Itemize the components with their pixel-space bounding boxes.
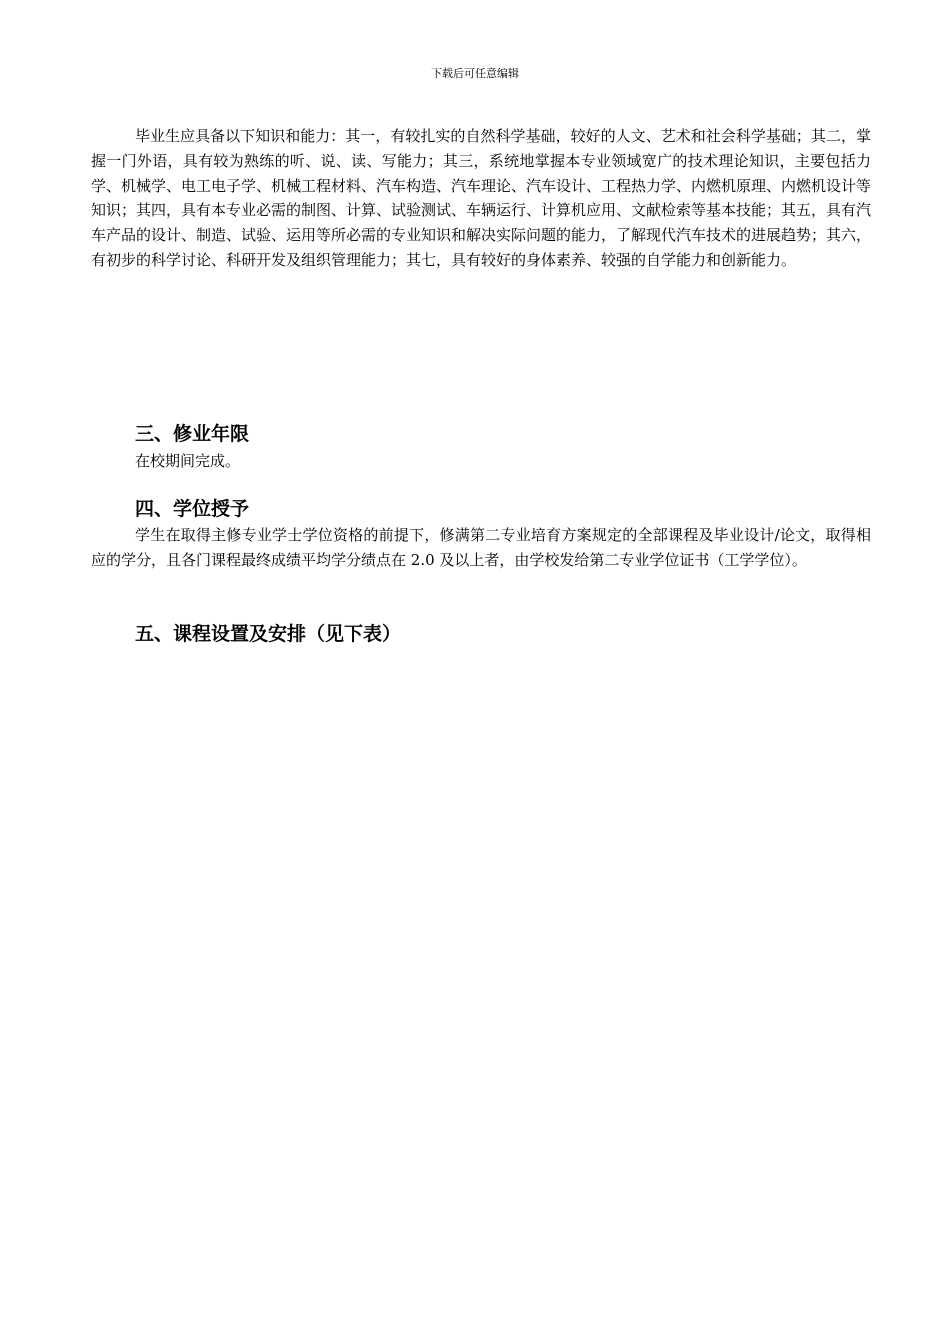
page-header: 下载后可任意编辑: [431, 67, 519, 80]
abilities-paragraph: 毕业生应具备以下知识和能力：其一，有较扎实的自然科学基础，较好的人文、艺术和社会科学基础；其二，掌握一门外语，具有较为熟练的听、说、读、写能力；其三，系统地掌握本专业领域宽广的技术理论知识，主要包括力学、机械学、电工电子学、机械工程材料、汽车构造、汽车理论、汽车设计、工程热力学、内燃机原理、内燃机设计等知识；其四，具有本专业必需的制图、计算、试验测试、车辆运行、计算机应用、文献检索等基本技能；其五，具有汽车产品的设计、制造、试验、运用等所必需的专业知识和解决实际问题的能力，了解现代汽车技术的进展趋势；其六，有初步的科学讨论、科研开发及组织管理能力；其七，具有较好的身体素养、较强的自学能力和创新能力。: [91, 127, 872, 269]
section-4-body: 学生在取得主修专业学士学位资格的前提下，修满第二专业培育方案规定的全部课程及毕业设计/论文，取得相应的学分，且各门课程最终成绩平均学分绩点在 2.0 及以上者，由学校发给第二专业学位证书（工学学位）。: [91, 526, 871, 569]
section-4-heading: 四、学位授予: [135, 498, 250, 520]
section-3-body: 在校期间完成。: [135, 452, 241, 470]
section-5-heading: 五、课程设置及安排（见下表）: [135, 623, 402, 645]
section-3-heading: 三、修业年限: [135, 423, 250, 445]
